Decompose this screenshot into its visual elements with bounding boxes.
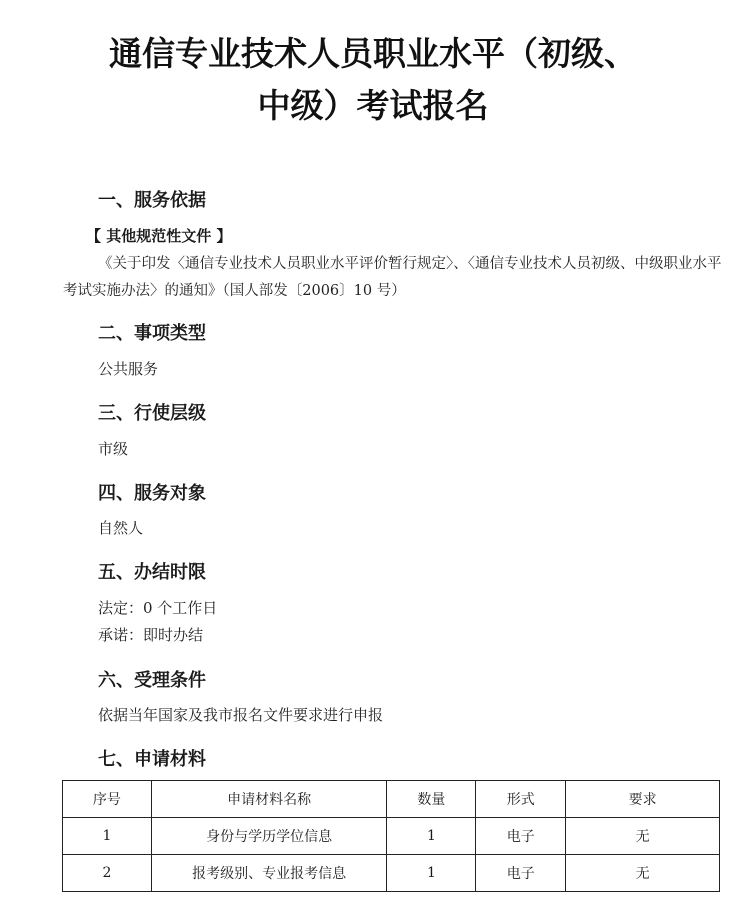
table-row [63, 855, 720, 892]
basis-text: 《关于印发〈通信专业技术人员职业水平评价暂行规定〉、〈通信专业技术人员初级、中级职业水平考试实施办法〉的通知》（国人部发〔2006〕10 号） [63, 256, 722, 299]
cell-index: 1 [63, 818, 152, 855]
title-line-2: 中级）考试报名 [257, 86, 489, 125]
section-heading-level: 三、行使层级 [98, 403, 206, 424]
section-heading-basis: 一、服务依据 [98, 190, 206, 211]
header-material-name: 申请材料名称 [151, 781, 387, 818]
cell-quantity: 1 [387, 855, 476, 892]
cell-material-name: 报考级别、专业报考信息 [151, 855, 387, 892]
cell-quantity: 1 [387, 818, 476, 855]
materials-table [62, 780, 720, 892]
time-limit-promise: 承诺：即时办结 [98, 626, 204, 644]
section-heading-type: 二、事项类型 [98, 323, 206, 344]
level-text: 市级 [98, 440, 129, 458]
cell-index: 2 [63, 855, 152, 892]
title-line-1: 通信专业技术人员职业水平（初级、 [109, 34, 637, 73]
cell-form: 电子 [476, 818, 566, 855]
type-text: 公共服务 [98, 360, 159, 378]
conditions-text: 依据当年国家及我市报名文件要求进行申报 [98, 706, 384, 724]
table-header-row [63, 781, 720, 818]
subheading-normative-docs: 【 其他规范性文件 】 [86, 227, 232, 245]
section-heading-time-limit: 五、办结时限 [98, 562, 206, 583]
table-row [63, 818, 720, 855]
cell-form: 电子 [476, 855, 566, 892]
document-title [0, 28, 746, 132]
header-form: 形式 [476, 781, 566, 818]
header-index: 序号 [63, 781, 152, 818]
target-text: 自然人 [98, 519, 144, 537]
header-quantity: 数量 [387, 781, 476, 818]
time-limit-legal: 法定：0 个工作日 [98, 599, 218, 617]
cell-requirement: 无 [566, 855, 720, 892]
cell-requirement: 无 [566, 818, 720, 855]
cell-material-name: 身份与学历学位信息 [151, 818, 387, 855]
section-heading-target: 四、服务对象 [98, 483, 206, 504]
section-heading-materials: 七、申请材料 [98, 749, 206, 770]
header-requirement: 要求 [566, 781, 720, 818]
section-heading-conditions: 六、受理条件 [98, 670, 206, 691]
